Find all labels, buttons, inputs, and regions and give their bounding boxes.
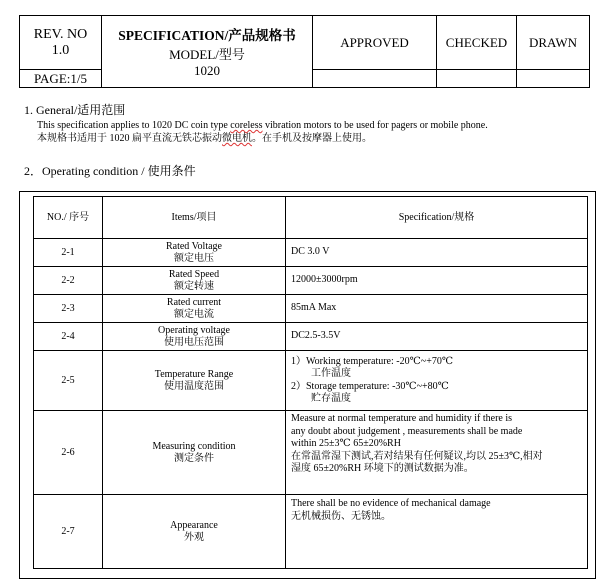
row-no: 2-6 xyxy=(34,411,103,495)
spec-line: DC 3.0 V xyxy=(291,246,330,258)
drawn-sign-cell xyxy=(517,70,590,88)
item-en: Temperature Range xyxy=(154,368,234,380)
spec-title: SPECIFICATION/产品规格书 xyxy=(118,28,296,43)
spec-line: 1）Working temperature: -20℃~+70℃ xyxy=(291,355,454,367)
row-spec xyxy=(286,267,588,295)
checked-sign-cell xyxy=(437,70,517,88)
spec-line: 湿度 65±20%RH 环境下的测试数据为准。 xyxy=(291,463,474,474)
row-spec xyxy=(286,411,588,495)
header-spec: Specification/规格 xyxy=(286,197,588,239)
drawn-label: DRAWN xyxy=(528,34,578,50)
row-spec xyxy=(286,295,588,323)
item-en: Rated Speed xyxy=(168,268,220,280)
spec-line: 贮存温度 xyxy=(311,393,351,404)
page-number: PAGE:1/5 xyxy=(34,70,87,86)
rev-value: 1.0 xyxy=(51,42,70,58)
row-no: 2-7 xyxy=(34,495,103,569)
drawn-cell xyxy=(517,16,590,70)
item-cn: 使用温度范围 xyxy=(164,380,224,392)
spec-line: 工作温度 xyxy=(311,368,351,379)
table-row xyxy=(34,323,588,351)
row-spec xyxy=(286,323,588,351)
table-row xyxy=(34,351,588,411)
section1-cn-c: 。在手机及按摩器上使用。 xyxy=(252,133,372,144)
table-row xyxy=(34,295,588,323)
section1-cn-a: 本规格书适用于 1020 扁平直流无铁芯振动 xyxy=(37,133,222,144)
header-no: NO./ 序号 xyxy=(34,197,103,239)
table-header-row xyxy=(34,197,588,239)
checked-cell xyxy=(437,16,517,70)
section1-en-c: vibration motors to be used for pagers or mobile phone. xyxy=(262,120,488,131)
spec-line: within 25±3℃ 65±20%RH xyxy=(291,438,401,449)
spec-line: 85mA Max xyxy=(291,302,337,314)
page-cell xyxy=(20,70,102,88)
section1-en-b: coreless xyxy=(230,120,263,131)
row-no: 2-2 xyxy=(34,267,103,295)
spec-line: DC2.5-3.5V xyxy=(291,330,341,342)
spec-line: 12000±3000rpm xyxy=(291,274,358,286)
row-item xyxy=(103,239,286,267)
spec-table xyxy=(33,196,588,569)
model-label: MODEL/型号 xyxy=(169,47,245,62)
row-no: 2-1 xyxy=(34,239,103,267)
section1-title: 1. General/适用范围 xyxy=(24,103,126,117)
section2-title: 2．Operating condition / 使用条件 xyxy=(24,164,196,178)
item-cn: 额定电流 xyxy=(174,308,214,320)
spec-line: Measure at normal temperature and humidity if there is xyxy=(291,413,513,424)
row-spec xyxy=(286,495,588,569)
row-item xyxy=(103,295,286,323)
item-en: Appearance xyxy=(170,519,218,531)
section1-english xyxy=(37,119,488,132)
section1-chinese xyxy=(37,132,372,145)
spec-line: 无机械损伤、无锈蚀。 xyxy=(291,510,391,522)
item-cn: 额定电压 xyxy=(174,252,214,264)
row-spec xyxy=(286,351,588,411)
row-no: 2-4 xyxy=(34,323,103,351)
spec-line: 在常温常湿下测试,若对结果有任何疑议,均以 25±3℃,相对 xyxy=(291,450,543,462)
item-en: Operating voltage xyxy=(158,324,230,336)
section1-cn-b: 微电机 xyxy=(222,133,252,144)
approved-cell xyxy=(313,16,437,70)
header-table xyxy=(19,15,590,88)
approved-label: APPROVED xyxy=(340,34,409,50)
spec-line: 2）Storage temperature: -30℃~+80℃ xyxy=(291,380,449,392)
section1-en-a: This specification applies to 1020 DC coin type xyxy=(37,120,231,131)
item-cn: 额定转速 xyxy=(174,280,214,292)
table-row xyxy=(34,411,588,495)
item-en: Rated Voltage xyxy=(165,240,222,252)
table-row xyxy=(34,495,588,569)
item-en: Rated current xyxy=(166,296,222,308)
item-cn: 使用电压范围 xyxy=(164,336,224,348)
row-item xyxy=(103,495,286,569)
row-no: 2-5 xyxy=(34,351,103,411)
title-cell xyxy=(102,16,313,88)
table-row xyxy=(34,239,588,267)
item-cn: 外观 xyxy=(184,531,204,543)
spec-line: There shall be no evidence of mechanical damage xyxy=(291,498,491,509)
header-items: Items/项目 xyxy=(103,197,286,239)
spec-line: any doubt about judgement , measurements shall be made xyxy=(291,425,523,437)
table-row xyxy=(34,267,588,295)
row-item xyxy=(103,323,286,351)
row-spec xyxy=(286,239,588,267)
rev-cell xyxy=(20,16,102,70)
rev-label: REV. NO xyxy=(33,26,88,42)
model-value: 1020 xyxy=(194,63,220,78)
row-item xyxy=(103,351,286,411)
row-no: 2-3 xyxy=(34,295,103,323)
approved-sign-cell xyxy=(313,70,437,88)
row-item xyxy=(103,267,286,295)
item-en: Measuring condition xyxy=(152,440,236,452)
row-item xyxy=(103,411,286,495)
checked-label: CHECKED xyxy=(445,34,508,50)
item-cn: 测定条件 xyxy=(174,452,214,464)
